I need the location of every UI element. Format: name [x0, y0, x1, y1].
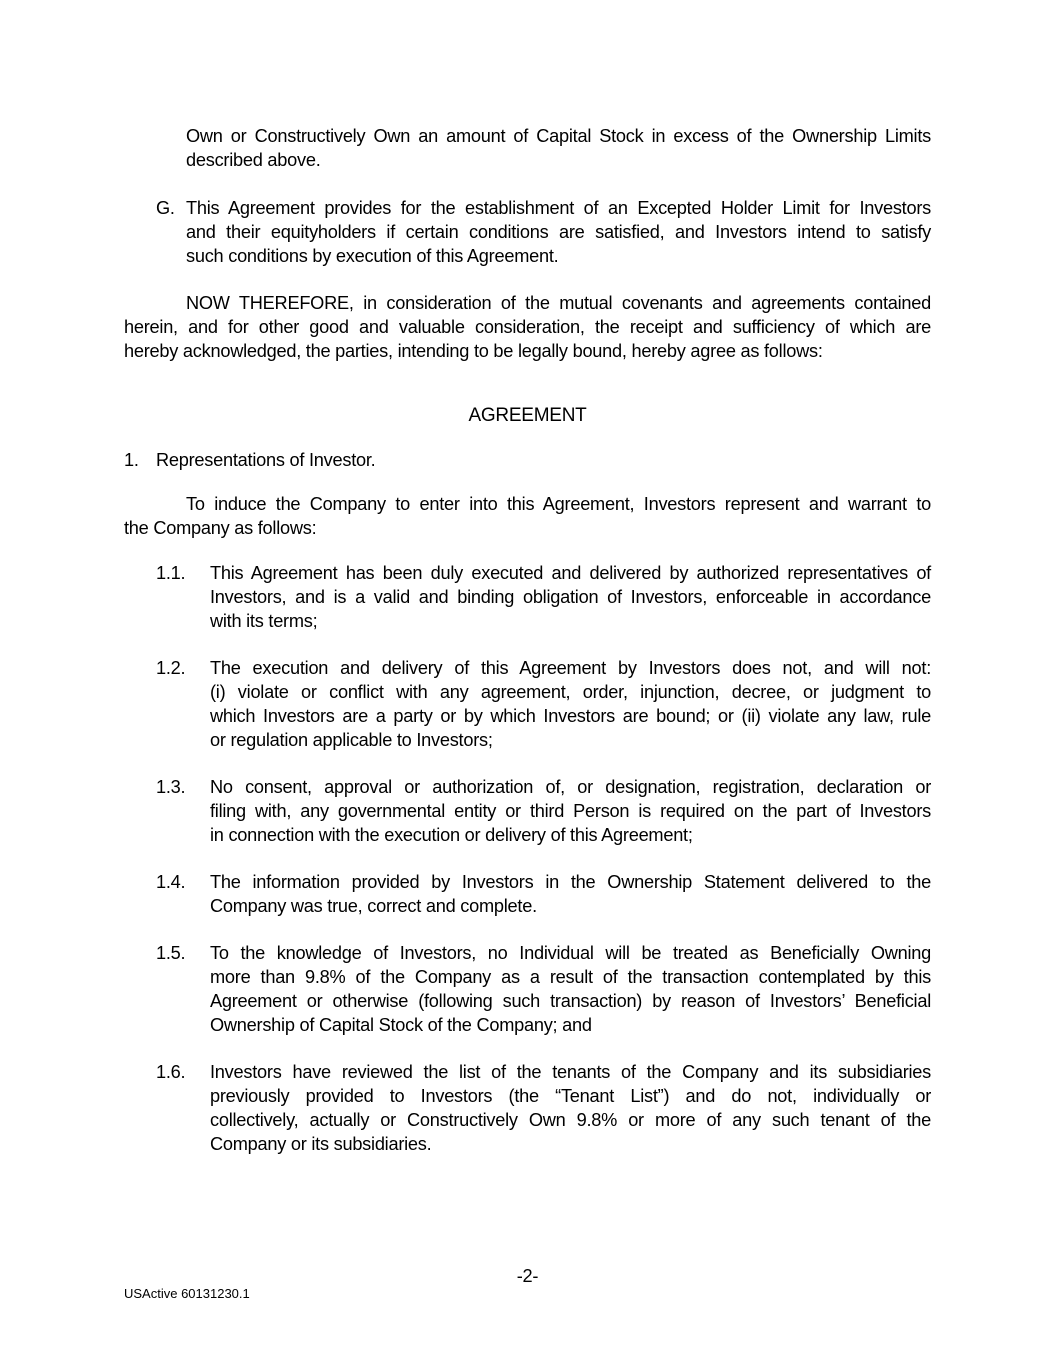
text-line: the Company as follows: — [124, 518, 317, 538]
text-line: filing with, any governmental entity or third Person is required on the part of Investors — [210, 801, 931, 821]
text-line: collectively, actually or Constructively Own 9.8% or more of any such tenant of the — [210, 1110, 931, 1130]
text-line: The execution and delivery of this Agreement by Investors does not, and will not: — [210, 658, 931, 678]
text-line: previously provided to Investors (the “Tenant List”) and do not, individually or — [210, 1086, 931, 1106]
item-1-4-number: 1.4. — [156, 872, 186, 892]
text-line: with its terms; — [210, 611, 318, 631]
recital-g-text — [186, 196, 931, 268]
text-line: Investors have reviewed the list of the tenants of the Company and its subsidiaries — [210, 1062, 931, 1082]
text-line: in connection with the execution or delivery of this Agreement; — [210, 825, 693, 845]
text-line: Agreement or otherwise (following such transaction) by reason of Investors’ Beneficial — [210, 991, 931, 1011]
text-line: which Investors are a party or by which Investors are bound; or (ii) violate any law, rule — [210, 706, 931, 726]
text-line: (i) violate or conflict with any agreement, order, injunction, decree, or judgment to — [210, 682, 931, 702]
recital-continuation — [186, 124, 931, 172]
text-line: This Agreement provides for the establishment of an Excepted Holder Limit for Investors — [186, 198, 931, 218]
text-line: or regulation applicable to Investors; — [210, 730, 493, 750]
recital-g-label: G. — [156, 198, 175, 218]
text-line: described above. — [186, 150, 321, 170]
text-line: Company or its subsidiaries. — [210, 1134, 432, 1154]
item-1-1-text — [210, 561, 931, 633]
item-1-2-number: 1.2. — [156, 658, 186, 678]
text-line: Company was true, correct and complete. — [210, 896, 537, 916]
item-1-4-text — [210, 870, 931, 918]
page-number: -2- — [516, 1266, 539, 1286]
now-therefore-paragraph — [124, 291, 931, 363]
item-1-6-number: 1.6. — [156, 1062, 186, 1082]
text-line: Investors, and is a valid and binding obligation of Investors, enforceable in accordance — [210, 587, 931, 607]
text-line: To the knowledge of Investors, no Individual will be treated as Beneficially Owning — [210, 943, 931, 963]
section-1-number: 1. — [124, 450, 139, 470]
item-1-5-text — [210, 941, 931, 1037]
text-line: such conditions by execution of this Agreement. — [186, 246, 559, 266]
text-line: NOW THEREFORE, in consideration of the mutual covenants and agreements contained — [186, 293, 931, 313]
text-line: Ownership of Capital Stock of the Company; and — [210, 1015, 592, 1035]
text-line: and their equityholders if certain conditions are satisfied, and Investors intend to satisfy — [186, 222, 931, 242]
footer-document-id: USActive 60131230.1 — [124, 1286, 250, 1301]
text-line: hereby acknowledged, the parties, intending to be legally bound, hereby agree as follows: — [124, 341, 823, 361]
item-1-5-number: 1.5. — [156, 943, 186, 963]
agreement-heading: AGREEMENT — [468, 405, 587, 426]
section-1-title: Representations of Investor. — [156, 450, 376, 470]
text-line: No consent, approval or authorization of, or designation, registration, declaration or — [210, 777, 931, 797]
text-line: Own or Constructively Own an amount of Capital Stock in excess of the Ownership Limits — [186, 126, 931, 146]
text-line: more than 9.8% of the Company as a result of the transaction contemplated by this — [210, 967, 931, 987]
item-1-1-number: 1.1. — [156, 563, 186, 583]
text-line: This Agreement has been duly executed and delivered by authorized representatives of — [210, 563, 931, 583]
text-line: To induce the Company to enter into this Agreement, Investors represent and warrant to — [186, 494, 931, 514]
section-1-intro — [124, 492, 931, 540]
text-line: herein, and for other good and valuable consideration, the receipt and sufficiency of which are — [124, 317, 931, 337]
item-1-2-text — [210, 656, 931, 752]
item-1-3-text — [210, 775, 931, 847]
text-line: The information provided by Investors in the Ownership Statement delivered to the — [210, 872, 931, 892]
item-1-3-number: 1.3. — [156, 777, 186, 797]
item-1-6-text — [210, 1060, 931, 1156]
